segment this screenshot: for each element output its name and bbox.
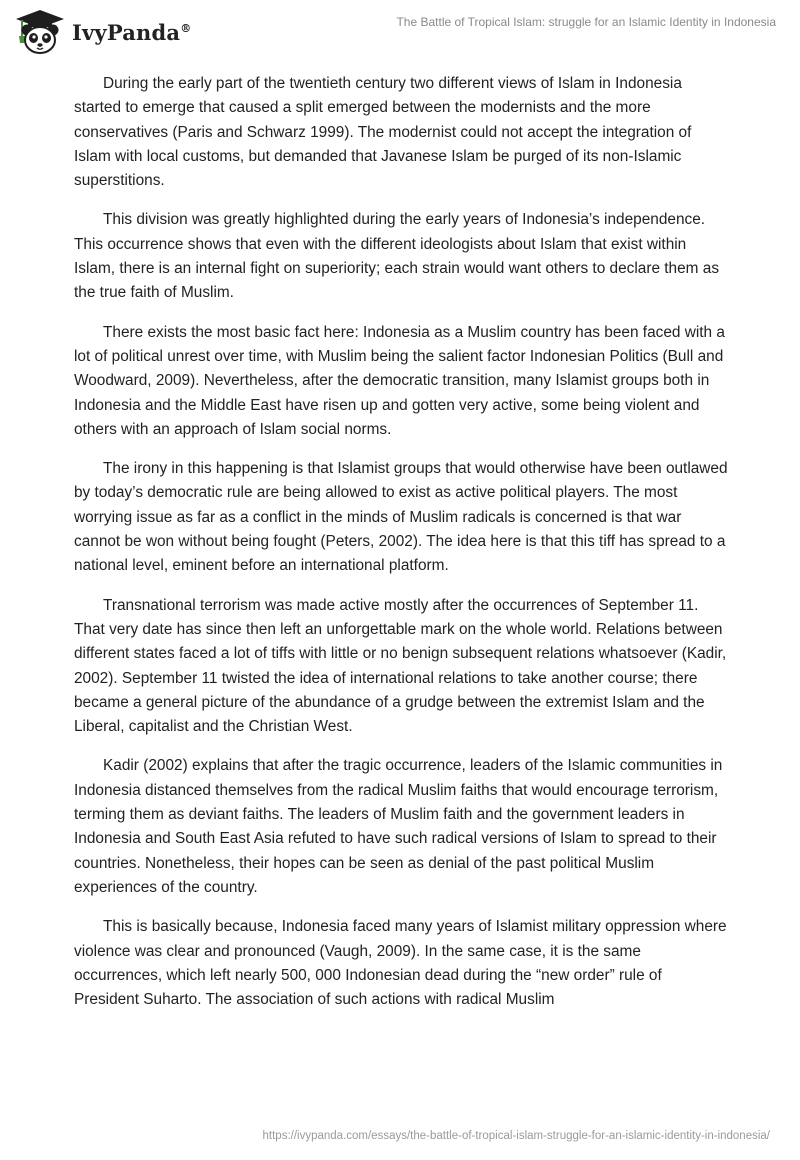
document-title: The Battle of Tropical Islam: struggle for an Islamic Identity in Indonesia: [396, 15, 776, 29]
paragraph: During the early part of the twentieth century two different views of Islam in Indonesia started to emerge that caused a split emerged between the modernists and the more conservatives (Paris and Schwarz 1999). The modernist could not accept the integration of Islam with local customs, but demanded that Javanese Islam be purged of its non-Islamic superstitions.: [74, 75, 692, 190]
brand-name: IvyPanda®: [72, 19, 192, 45]
brand-logo[interactable]: [14, 8, 191, 56]
source-url[interactable]: https://ivypanda.com/essays/the-battle-of-tropical-islam-struggle-for-an-islamic-identity-in-indonesia/: [262, 1130, 770, 1142]
paragraph: Transnational terrorism was made active mostly after the occurrences of September 11. That very date has since then left an unforgettable mark on the whole world. Relations between different states faced a lot of tiffs with little or no benign subsequent relations whatsoever (Kadir, 2002). September 11 twisted the idea of international relations to take another course; there became a general picture of the abundance of a grudge between the extremist Islam and the Liberal, capitalist and the Christian West.: [74, 596, 727, 736]
paragraph: Kadir (2002) explains that after the tragic occurrence, leaders of the Islamic communities in Indonesia distanced themselves from the radical Muslim faiths that would encourage terrorism, terming them as deviant faiths. The leaders of Muslim faith and the government leaders in Indonesia and South East Asia refuted to have such radical versions of Islam to spread to their countries. Nonetheless, their hopes can be seen as denial of the past political Muslim experiences of the country.: [74, 757, 723, 896]
panda-graduate-icon: [14, 8, 66, 56]
essay-body: [74, 72, 730, 1027]
page-header: [0, 0, 800, 60]
paragraph: This is basically because, Indonesia faced many years of Islamist military oppression where violence was clear and pronounced (Vaugh, 2009). In the same case, it is the same occurrences, which left nearly 500, 000 Indonesian dead during the “new order” rule of President Suharto. The association of such actions with radical Muslim: [74, 918, 727, 1009]
paragraph: There exists the most basic fact here: Indonesia as a Muslim country has been faced with a lot of political unrest over time, with Muslim being the salient factor Indonesian Politics (Bull and Woodward, 2009). Nevertheless, after the democratic transition, many Islamist groups both in Indonesia and the Middle East have risen up and gotten very active, some being violent and others with an approach of Islam social norms.: [74, 323, 725, 438]
paragraph: This division was greatly highlighted during the early years of Indonesia’s independence. This occurrence shows that even with the different ideologists about Islam that exist within Islam, there is an internal fight on superiority; each strain would want others to declare them as the true faith of Muslim.: [74, 211, 720, 302]
paragraph: The irony in this happening is that Islamist groups that would otherwise have been outlawed by today’s democratic rule are being allowed to exist as active political players. The most worrying issue as far as a conflict in the minds of Muslim radicals is concerned is that war cannot be won without being fought (Peters, 2002). The idea here is that this tiff has spread to a national level, eminent before an international platform.: [74, 460, 728, 575]
